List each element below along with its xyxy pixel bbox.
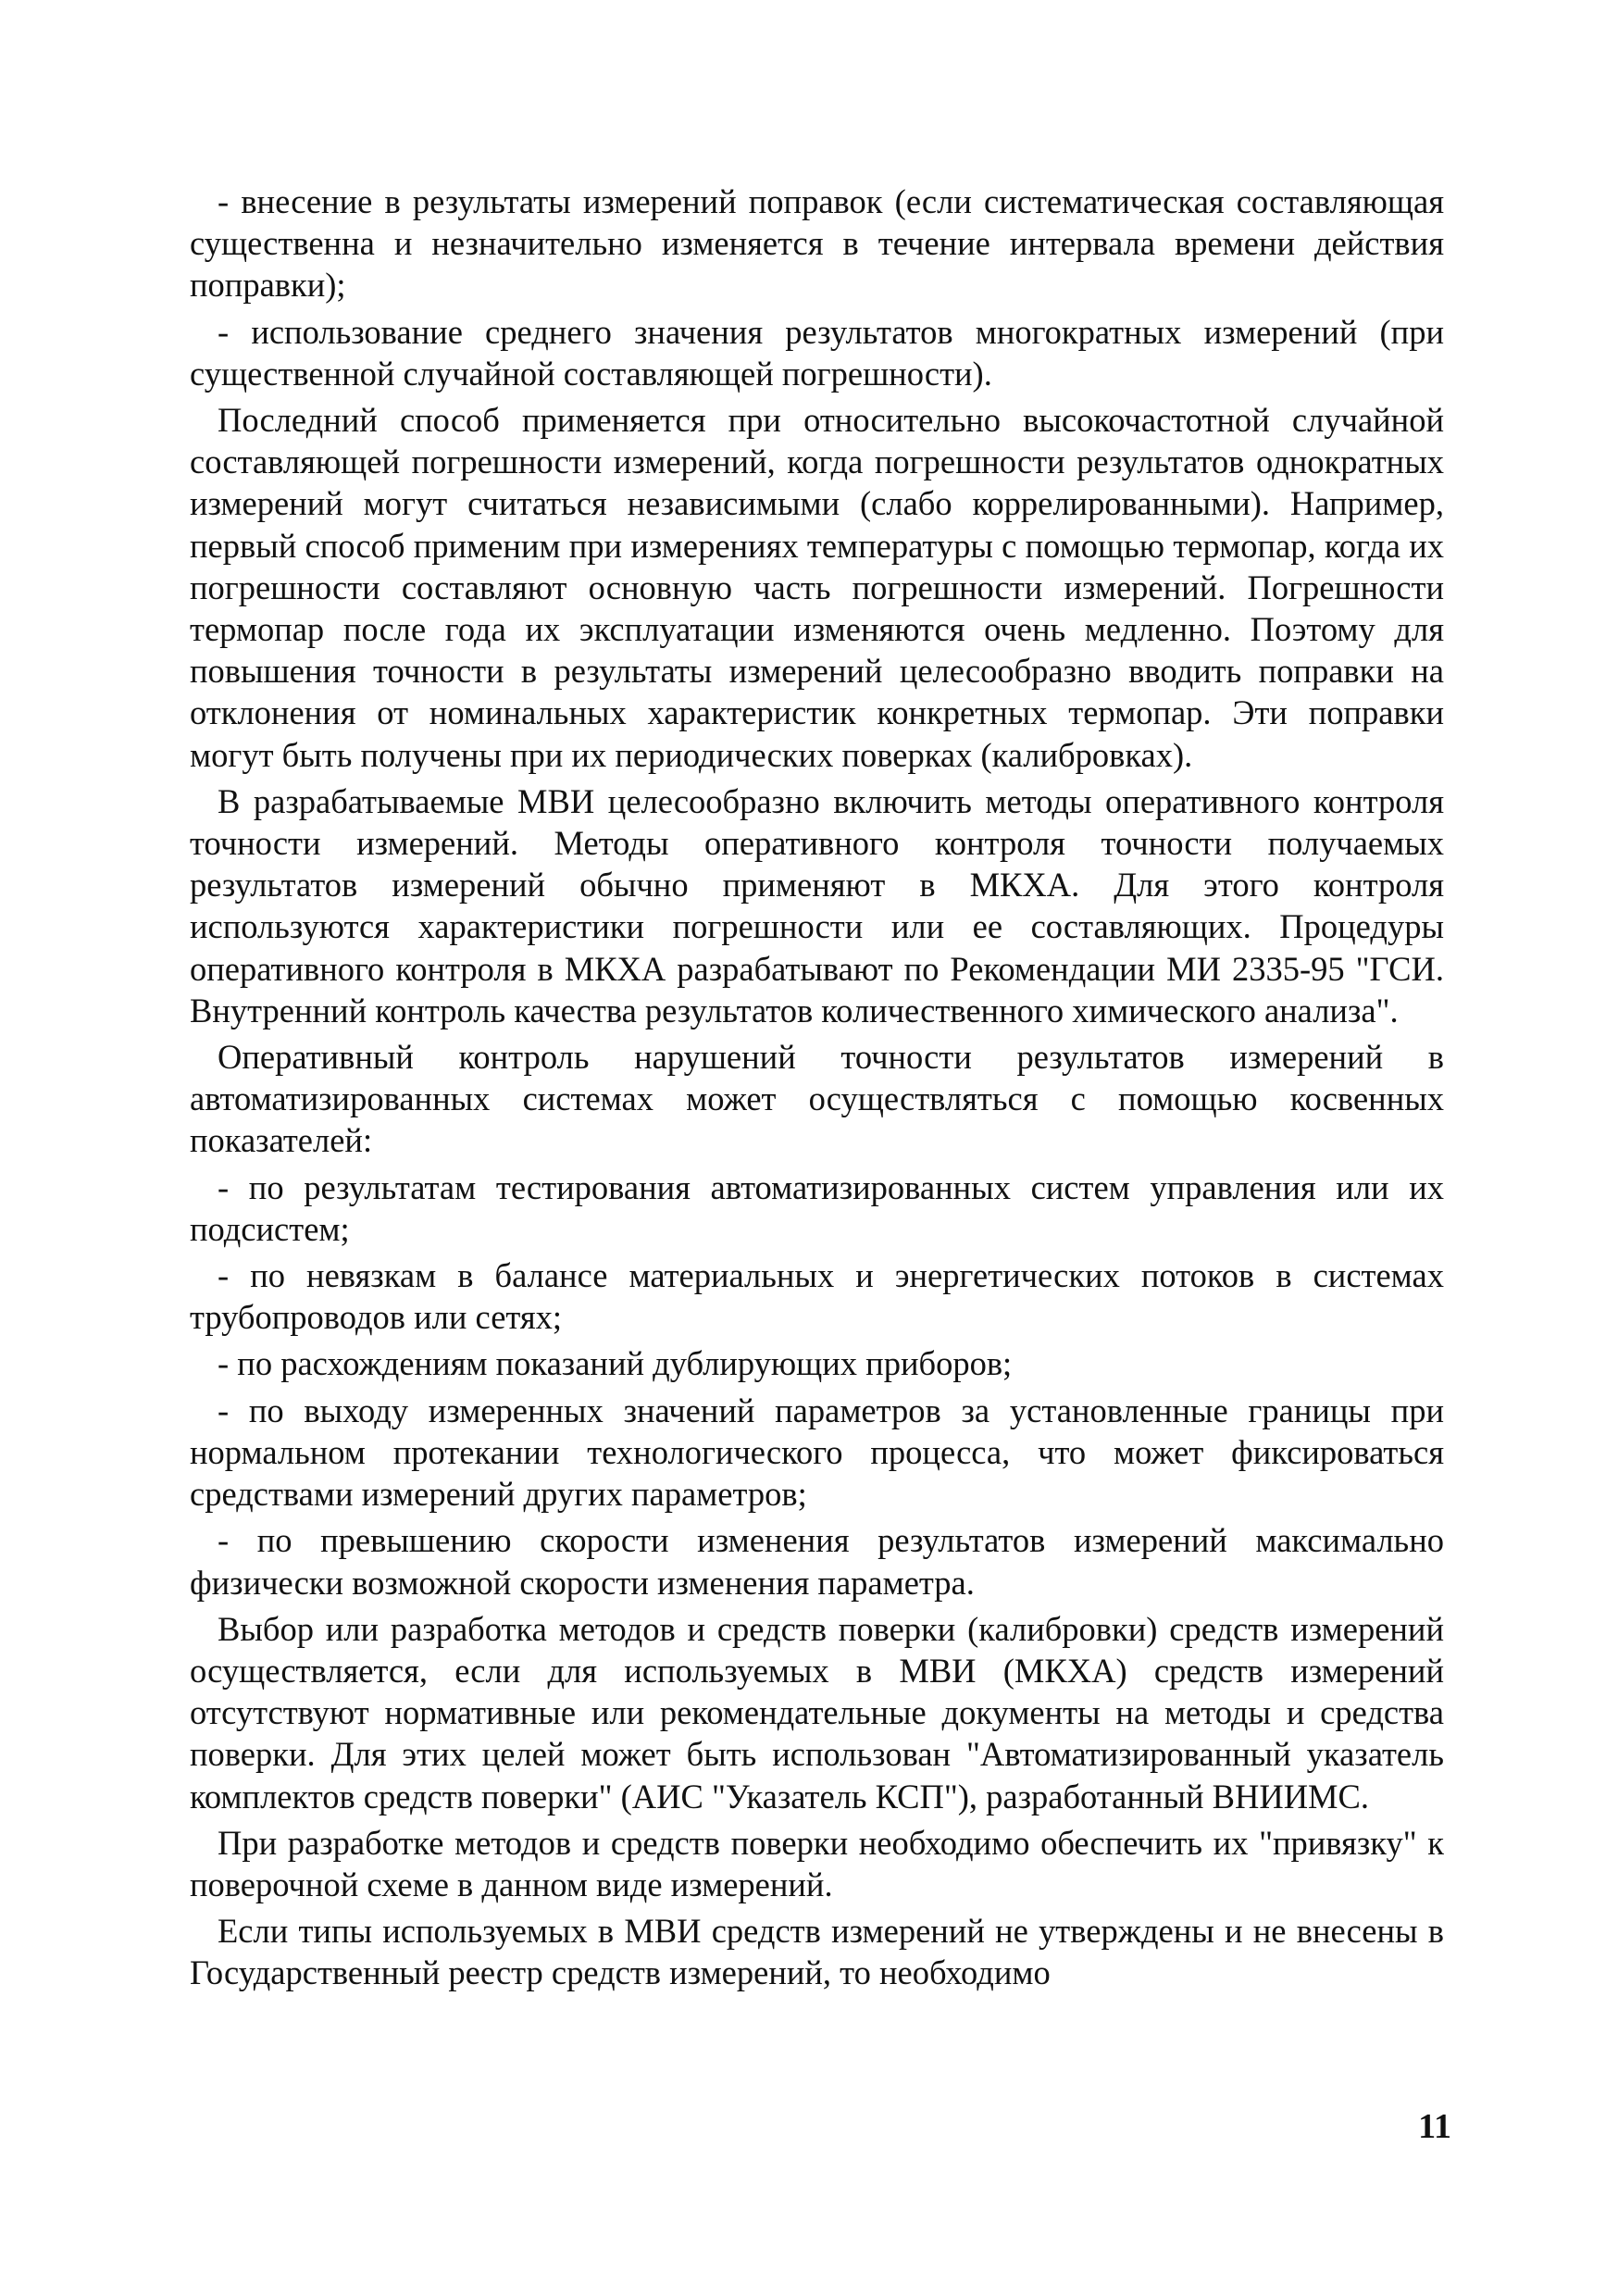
page-body (190, 181, 1444, 1999)
paragraph: Последний способ применяется при относительно высокочастотной случайной составляющей погрешности измерений, когда погрешности результатов однократных измерений могут считаться независимыми (слабо коррелированными). Например, первый способ применим при измерениях температуры с помощью термопар, когда их погрешности составляют основную часть погрешности измерений. Погрешности термопар после года их эксплуатации изменяются очень медленно. Поэтому для повышения точности в результаты измерений целесообразно вводить поправки на отклонения от номинальных характеристик конкретных термопар. Эти поправки могут быть получены при их периодических поверках (калибровках). (190, 401, 1444, 774)
paragraph: Оперативный контроль нарушений точности результатов измерений в автоматизированных системах может осуществляться с помощью косвенных показателей: (190, 1038, 1444, 1160)
paragraph: При разработке методов и средств поверки необходимо обеспечить их "привязку" к поверочной схеме в данном виде измерений. (190, 1823, 1444, 1903)
paragraph: - использование среднего значения результатов многократных измерений (при существенной случайной составляющей погрешности). (190, 312, 1444, 393)
paragraph: Выбор или разработка методов и средств поверки (калибровки) средств измерений осуществляется, если для используемых в МВИ (МКХА) средств измерений отсутствуют нормативные или рекомендательные документы на методы и средства поверки. Для этих целей может быть использован "Автоматизированный указатель комплектов средств поверки" (АИС "Указатель КСП"), разработанный ВНИИМС. (190, 1609, 1444, 1816)
paragraph: Если типы используемых в МВИ средств измерений не утверждены и не внесены в Государственный реестр средств измерений, то необходимо (190, 1912, 1444, 1992)
paragraph: - по превышению скорости изменения результатов измерений максимально физически возможной скорости изменения параметра. (190, 1521, 1444, 1602)
paragraph: В разрабатываемые МВИ целесообразно включить методы оперативного контроля точности измерений. Методы оперативного контроля точности получаемых результатов измерений обычно применяют в МКХА. Для этого контроля используются характеристики погрешности или ее составляющих. Процедуры оперативного контроля в МКХА разрабатывают по Рекомендации МИ 2335-95 "ГСИ. Внутренний контроль качества результатов количественного химического анализа". (190, 781, 1444, 1029)
paragraph: - по выходу измеренных значений параметров за установленные границы при нормальном протекании технологического процесса, что может фиксироваться средствами измерений других параметров; (190, 1391, 1444, 1514)
paragraph: - по невязкам в балансе материальных и энергетических потоков в системах трубопроводов или сетях; (190, 1256, 1444, 1337)
paragraph: - по расхождениям показаний дублирующих приборов; (218, 1344, 1013, 1383)
paragraph: - внесение в результаты измерений поправок (если систематическая составляющая существенна и незначительно изменяется в течение интервала времени действия поправки); (190, 182, 1444, 305)
paragraph: - по результатам тестирования автоматизированных систем управления или их подсистем; (190, 1167, 1444, 1248)
page-number: 11 (1418, 2107, 1451, 2146)
